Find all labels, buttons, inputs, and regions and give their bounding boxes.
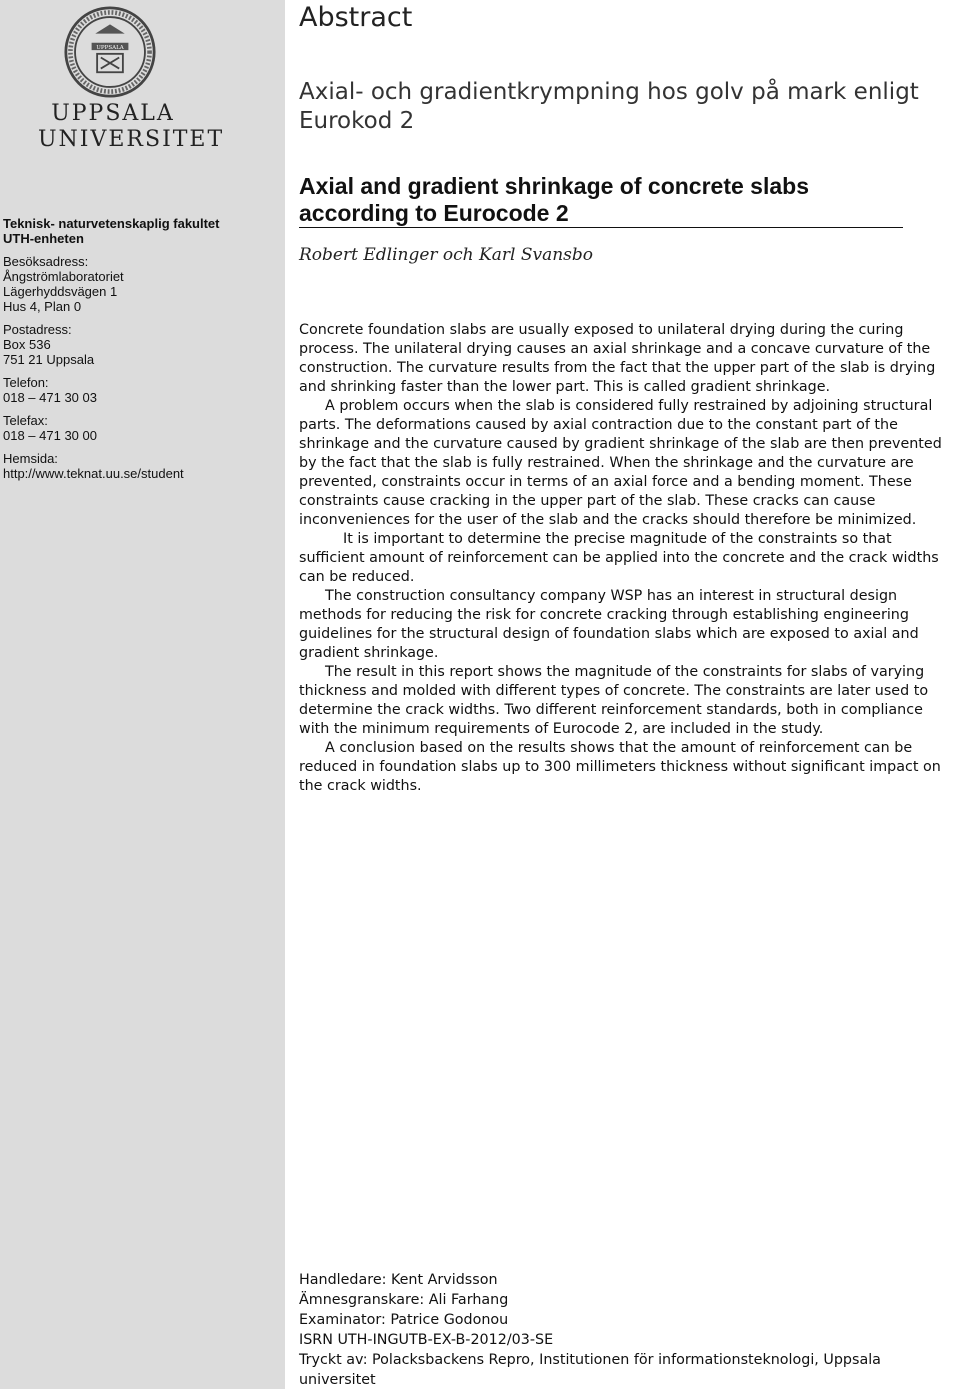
postal-address-line: 751 21 Uppsala [3,352,95,367]
visit-address-line: Ångströmlaboratoriet [3,269,124,284]
fax-number: 018 – 471 30 00 [3,428,97,443]
abstract-paragraph: The result in this report shows the magnitude of the constraints for slabs of varying thickness and molded with different types of concrete. The constraints are later used to determine the crack widths. Two different reinforcement standards, both in compliance with the minimum requirements of Eurocode 2, are included in the study. [299,664,929,737]
postal-address-label: Postadress: [3,322,72,337]
contact-info [3,216,283,481]
phone-label: Telefon: [3,375,49,390]
website-link[interactable]: http://www.teknat.uu.se/student [3,466,184,481]
visit-address-line: Lägerhyddsvägen 1 [3,284,118,299]
postal-address-line: Box 536 [3,337,51,352]
unit-name: UTH-enheten [3,231,84,246]
phone-number: 018 – 471 30 03 [3,390,97,405]
abstract-paragraph: It is important to determine the precise magnitude of the constraints so that sufficient amount of reinforcement can be applied into the concrete and the crack widths can be reduced. [299,531,939,585]
printed-by: Tryckt av: Polacksbackens Repro, Institutionen för informationsteknologi, Uppsala universitet [299,1352,881,1388]
abstract-paragraph: The construction consultancy company WSP has an interest in structural design methods for reducing the risk for concrete cracking through establishing engineering guidelines for the structural design of foundation slabs which are exposed to axial and gradient shrinkage. [299,588,919,661]
sidebar [0,0,285,1389]
authors: Robert Edlinger och Karl Svansbo [299,245,594,265]
subject-reviewer: Ämnesgranskare: Ali Farhang [299,1292,509,1308]
isrn-number: ISRN UTH-INGUTB-EX-B-2012/03-SE [299,1332,554,1348]
logo-wordmark-line2: UNIVERSITET [38,127,225,152]
swedish-title: Axial- och gradientkrympning hos golv på mark enligt Eurokod 2 [299,79,919,134]
visit-address-line: Hus 4, Plan 0 [3,299,82,314]
supervisor: Handledare: Kent Arvidsson [299,1272,498,1288]
abstract-paragraph: A conclusion based on the results shows that the amount of reinforcement can be reduced in foundation slabs up to 300 millimeters thickness without significant impact on the crack widths. [299,740,941,794]
visit-address-label: Besöksadress: [3,254,89,269]
seal-text: UPPSALA [96,44,124,51]
abstract-body [299,321,957,796]
faculty-name: Teknisk- naturvetenskaplig fakultet [3,216,220,231]
abstract-heading: Abstract [299,2,413,33]
examiner: Examinator: Patrice Godonou [299,1312,509,1328]
english-title: Axial and gradient shrinkage of concrete slabs according to Eurocode 2 [299,173,903,228]
footer-credits [299,1270,939,1390]
abstract-paragraph: Concrete foundation slabs are usually exposed to unilateral drying during the curing process. The unilateral drying causes an axial shrinkage and a concave curvature of the construction. The curvature results from the fact that the upper part of the slab is drying and shrinking faster than the lower part. This is called gradient shrinkage. [299,322,936,395]
logo-wordmark-line1: UPPSALA [51,101,175,126]
fax-label: Telefax: [3,413,48,428]
university-seal-icon [64,6,156,98]
abstract-paragraph: A problem occurs when the slab is considered fully restrained by adjoining structural parts. The deformations caused by axial contraction due to the constant part of the shrinkage and the curvature caused by gradient shrinkage of the slab are then prevented by the fact that the slab is fully restrained. When the shrinkage and the curvature are prevented, constraints occur in terms of an axial force and a bending moment. These constraints cause cracking in the upper part of the slab. These cracks can cause inconveniences for the user of the slab and the cracks should therefore be minimized. [299,398,942,528]
website-label: Hemsida: [3,451,58,466]
